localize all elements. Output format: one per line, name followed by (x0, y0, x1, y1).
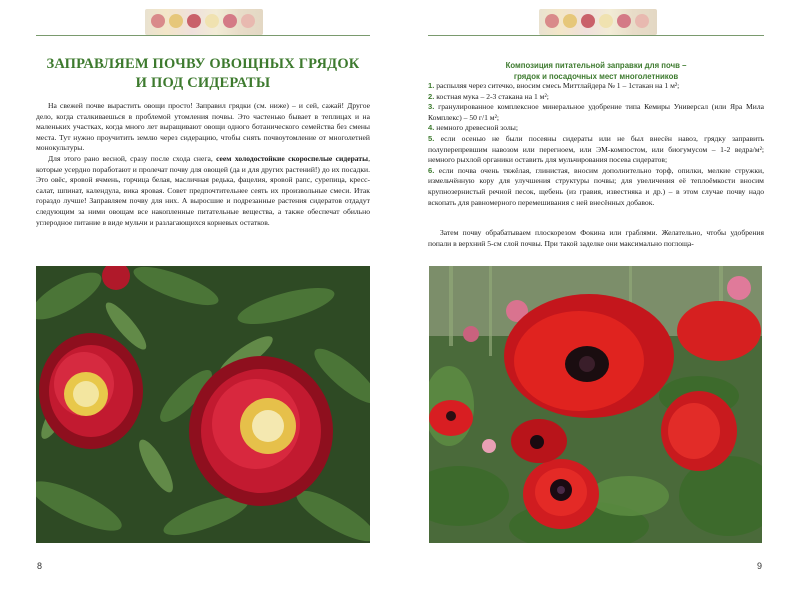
flower-banner (539, 9, 657, 35)
page-number: 9 (757, 561, 763, 571)
page-number: 8 (37, 561, 43, 571)
list-item: 5. если осенью не были посеяны сидераты или не был внесён навоз, грядку заправить полуперепревшим навозом или перегноем, или ЭМ-компостом, или биогумусом – 1-2 ведра/м²; немного рыхлой органики оставить для мульчирования посева сидератов; (428, 133, 764, 165)
list-item: 4. немного древесной золы; (428, 123, 518, 133)
list-item: 1. распыляя через ситечко, вносим смесь Миттлайдера № 1 – 1стакан на 1 м²; (428, 81, 680, 90)
section-title: Композиция питательной заправки для почв – грядок и посадочных мест многолетников (505, 61, 687, 81)
poppy-photo (429, 266, 762, 543)
list-item: 2. костная мука – 2-3 стакана на 1 м²; (428, 91, 549, 101)
peony-photo (36, 266, 370, 543)
list-item: 6. если почва очень тяжёлая, глинистая, вносим дополнительно торф, опилки, мелкие стружки, измельчённую кору для улучшения структуры почвы; для увеличения её теплоёмкости вносим крупнозернистый речной песок, щебень (из гравия, известняка и др.) – в этом случае почву надо вскопать для равномерного перемешивания с ней внесённых добавок. (428, 165, 764, 207)
paragraph: Для этого рано весной, сразу после схода снега, сеем холодостойкие скороспелые сидераты, которые усердно поработают и пролечат почву для овощей (да и для других растений!) до их посадки. Это овёс, яровой ячмень, горчица белая, масличная редька, фацелия, яровой рапс, сурепица, кресс-салат, шпинат, календула, вика яровая. Совет предпочтительнее сеять их произвольные смеси. Итак гораздо лучше! Заправляем почву для них. А выросшие и подрезанные растения сидератов отдадут следующим за ними овощам все накопленные питательные вещества, а также обеспечат обильно углеродное питание в виде мульчи и разлагающихся корневых остатков. (36, 153, 370, 227)
header-rule (428, 35, 764, 36)
paragraph: На свежей почве вырастить овощи просто! Заправил грядки (см. ниже) – и сей, сажай! Другое дело, когда сталкиваешься в проблемой утомления почвы. Это частенько бывает в теплицах и на маленьких участках, когда много лет выращивают овощи одного ботанического семейства без смены места. Тут нужно проучитить землю через сидерацию, чтобы снять почвоутомление от многолетней монокультуры. (36, 101, 370, 153)
fertilizer-list (428, 81, 764, 208)
list-item: 3. гранулированное комплексное минеральное удобрение типа Кемиры Универсал (или Яра Мила Комплекс) – 50 г/1 м²; (428, 102, 764, 122)
header-rule (36, 35, 370, 36)
paragraph: Затем почву обрабатываем плоскорезом Фокина или граблями. Желательно, чтобы удобрения попали в верхний 5-см слой почвы. При такой заделке они максимально поглоща- (428, 228, 764, 248)
flower-banner (145, 9, 263, 35)
body-text (36, 101, 370, 228)
page-title: ЗАПРАВЛЯЕМ ПОЧВУ ОВОЩНЫХ ГРЯДОК И ПОД СИДЕРАТЫ (46, 56, 360, 91)
